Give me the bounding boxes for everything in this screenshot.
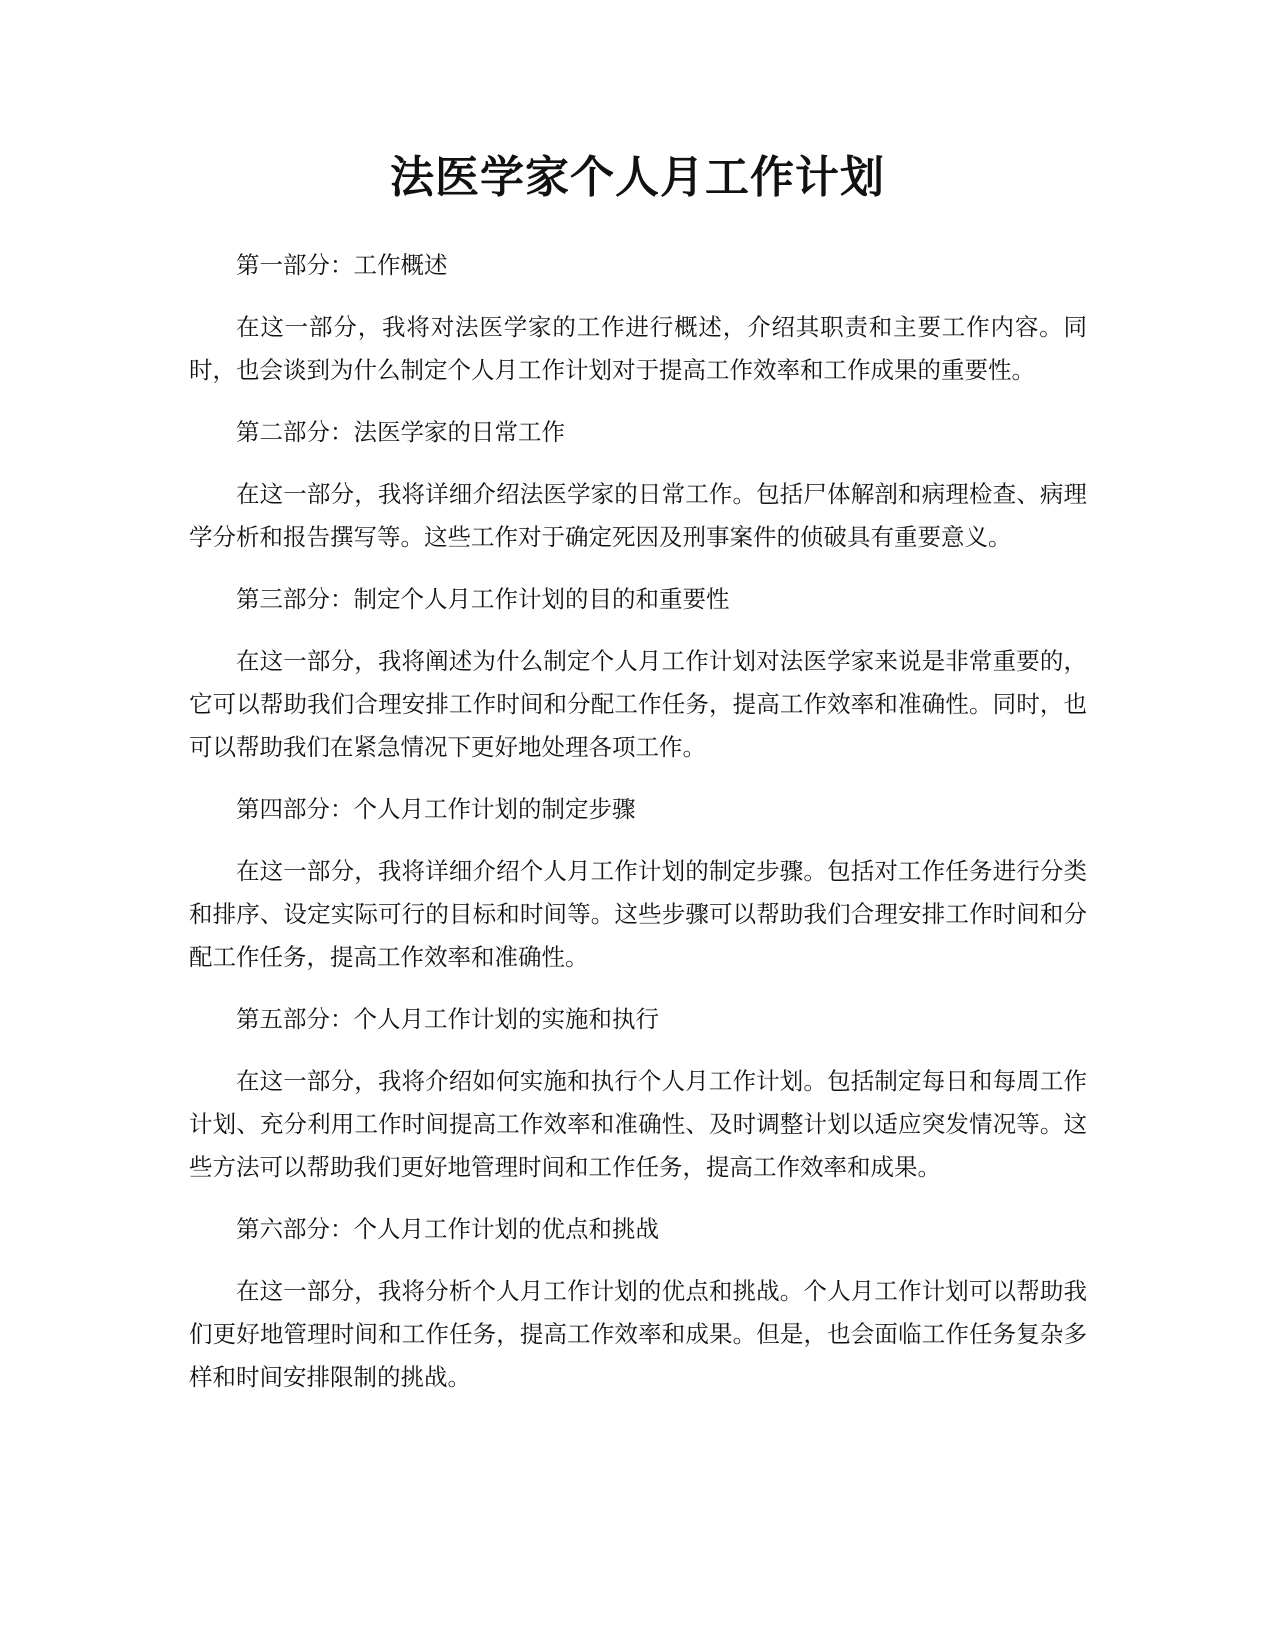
section-heading: 第四部分：个人月工作计划的制定步骤 <box>236 795 636 823</box>
section-paragraph: 在这一部分，我将详细介绍个人月工作计划的制定步骤。包括对工作任务进行分类和排序、设定实际可行的目标和时间等。这些步骤可以帮助我们合理安排工作时间和分配工作任务，提高工作效率和准确性。 <box>189 857 1087 971</box>
section-paragraph: 在这一部分，我将对法医学家的工作进行概述，介绍其职责和主要工作内容。同时，也会谈到为什么制定个人月工作计划对于提高工作效率和工作成果的重要性。 <box>189 313 1087 384</box>
document-body <box>189 244 1087 1418</box>
section-heading: 第三部分：制定个人月工作计划的目的和重要性 <box>236 585 730 613</box>
section-paragraph: 在这一部分，我将分析个人月工作计划的优点和挑战。个人月工作计划可以帮助我们更好地管理时间和工作任务，提高工作效率和成果。但是，也会面临工作任务复杂多样和时间安排限制的挑战。 <box>189 1277 1087 1391</box>
section-heading: 第五部分：个人月工作计划的实施和执行 <box>236 1005 659 1033</box>
section-heading: 第二部分：法医学家的日常工作 <box>236 418 565 446</box>
section-paragraph: 在这一部分，我将详细介绍法医学家的日常工作。包括尸体解剖和病理检查、病理学分析和报告撰写等。这些工作对于确定死因及刑事案件的侦破具有重要意义。 <box>189 480 1087 551</box>
document-title: 法医学家个人月工作计划 <box>390 152 885 203</box>
section-paragraph: 在这一部分，我将阐述为什么制定个人月工作计划对法医学家来说是非常重要的，它可以帮助我们合理安排工作时间和分配工作任务，提高工作效率和准确性。同时，也可以帮助我们在紧急情况下更好地处理各项工作。 <box>189 647 1087 761</box>
section-heading: 第一部分：工作概述 <box>236 251 448 279</box>
section-heading: 第六部分：个人月工作计划的优点和挑战 <box>236 1215 659 1243</box>
section-paragraph: 在这一部分，我将介绍如何实施和执行个人月工作计划。包括制定每日和每周工作计划、充分利用工作时间提高工作效率和准确性、及时调整计划以适应突发情况等。这些方法可以帮助我们更好地管理时间和工作任务，提高工作效率和成果。 <box>189 1067 1087 1181</box>
